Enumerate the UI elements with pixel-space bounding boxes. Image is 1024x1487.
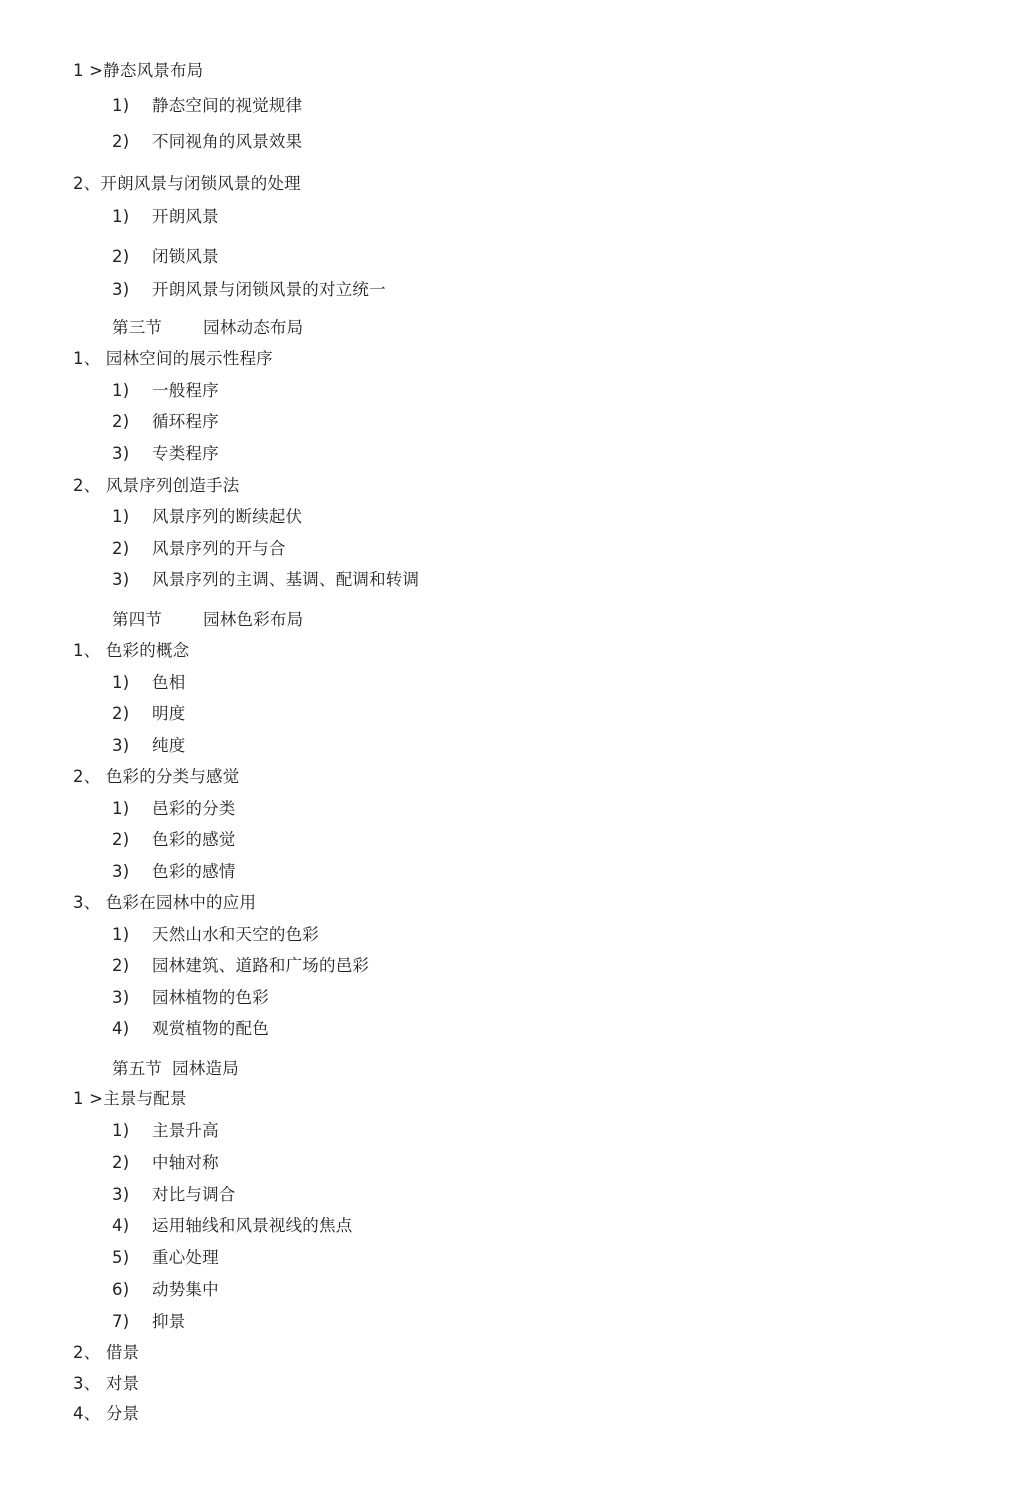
list-item: 2) 中轴对称 xyxy=(112,1153,219,1172)
list-item: 2) 园林建筑、道路和广场的邑彩 xyxy=(112,956,370,975)
list-item: 2) 不同视角的风景效果 xyxy=(112,132,303,151)
heading: 2、 色彩的分类与感觉 xyxy=(73,767,240,786)
heading-open-closed: 2、开朗风景与闭锁风景的处理 xyxy=(73,174,301,193)
section-heading-3: 第三节 园林动态布局 xyxy=(112,318,304,337)
heading: 4、 分景 xyxy=(73,1404,140,1423)
list-item: 7) 抑景 xyxy=(112,1312,186,1331)
list-item: 1) 邑彩的分类 xyxy=(112,799,236,818)
list-item: 5) 重心处理 xyxy=(112,1248,219,1267)
list-item: 3) 专类程序 xyxy=(112,444,219,463)
section-heading-4: 第四节 园林色彩布局 xyxy=(112,610,304,629)
list-item: 1) 天然山水和天空的色彩 xyxy=(112,925,319,944)
heading: 3、 对景 xyxy=(73,1374,140,1393)
list-item: 2) 风景序列的开与合 xyxy=(112,539,286,558)
list-item: 1) 风景序列的断续起伏 xyxy=(112,507,303,526)
heading: 1、 色彩的概念 xyxy=(73,641,190,660)
list-item: 2) 闭锁风景 xyxy=(112,247,219,266)
list-item: 3) 对比与调合 xyxy=(112,1185,236,1204)
heading-static-layout: 1 >静态风景布局 xyxy=(73,61,204,80)
list-item: 1) 静态空间的视觉规律 xyxy=(112,96,303,115)
list-item: 4) 观赏植物的配色 xyxy=(112,1019,269,1038)
heading: 1 >主景与配景 xyxy=(73,1089,187,1108)
list-item: 1) 一般程序 xyxy=(112,381,219,400)
list-item: 3) 色彩的感情 xyxy=(112,862,236,881)
heading: 2、 借景 xyxy=(73,1343,140,1362)
list-item: 2) 色彩的感觉 xyxy=(112,830,236,849)
list-item: 1) 主景升高 xyxy=(112,1121,219,1140)
list-item: 1) 色相 xyxy=(112,673,186,692)
list-item: 2) 明度 xyxy=(112,704,186,723)
heading: 2、 风景序列创造手法 xyxy=(73,476,240,495)
list-item: 2) 循环程序 xyxy=(112,412,219,431)
list-item: 1) 开朗风景 xyxy=(112,207,219,226)
list-item: 3) 开朗风景与闭锁风景的对立统一 xyxy=(112,280,386,299)
heading: 3、 色彩在园林中的应用 xyxy=(73,893,257,912)
list-item: 3) 风景序列的主调、基调、配调和转调 xyxy=(112,570,420,589)
list-item: 6) 动势集中 xyxy=(112,1280,219,1299)
list-item: 3) 园林植物的色彩 xyxy=(112,988,269,1007)
section-heading-5: 第五节 园林造局 xyxy=(112,1059,239,1078)
list-item: 3) 纯度 xyxy=(112,736,186,755)
list-item: 4) 运用轴线和风景视线的焦点 xyxy=(112,1216,353,1235)
heading: 1、 园林空间的展示性程序 xyxy=(73,349,273,368)
